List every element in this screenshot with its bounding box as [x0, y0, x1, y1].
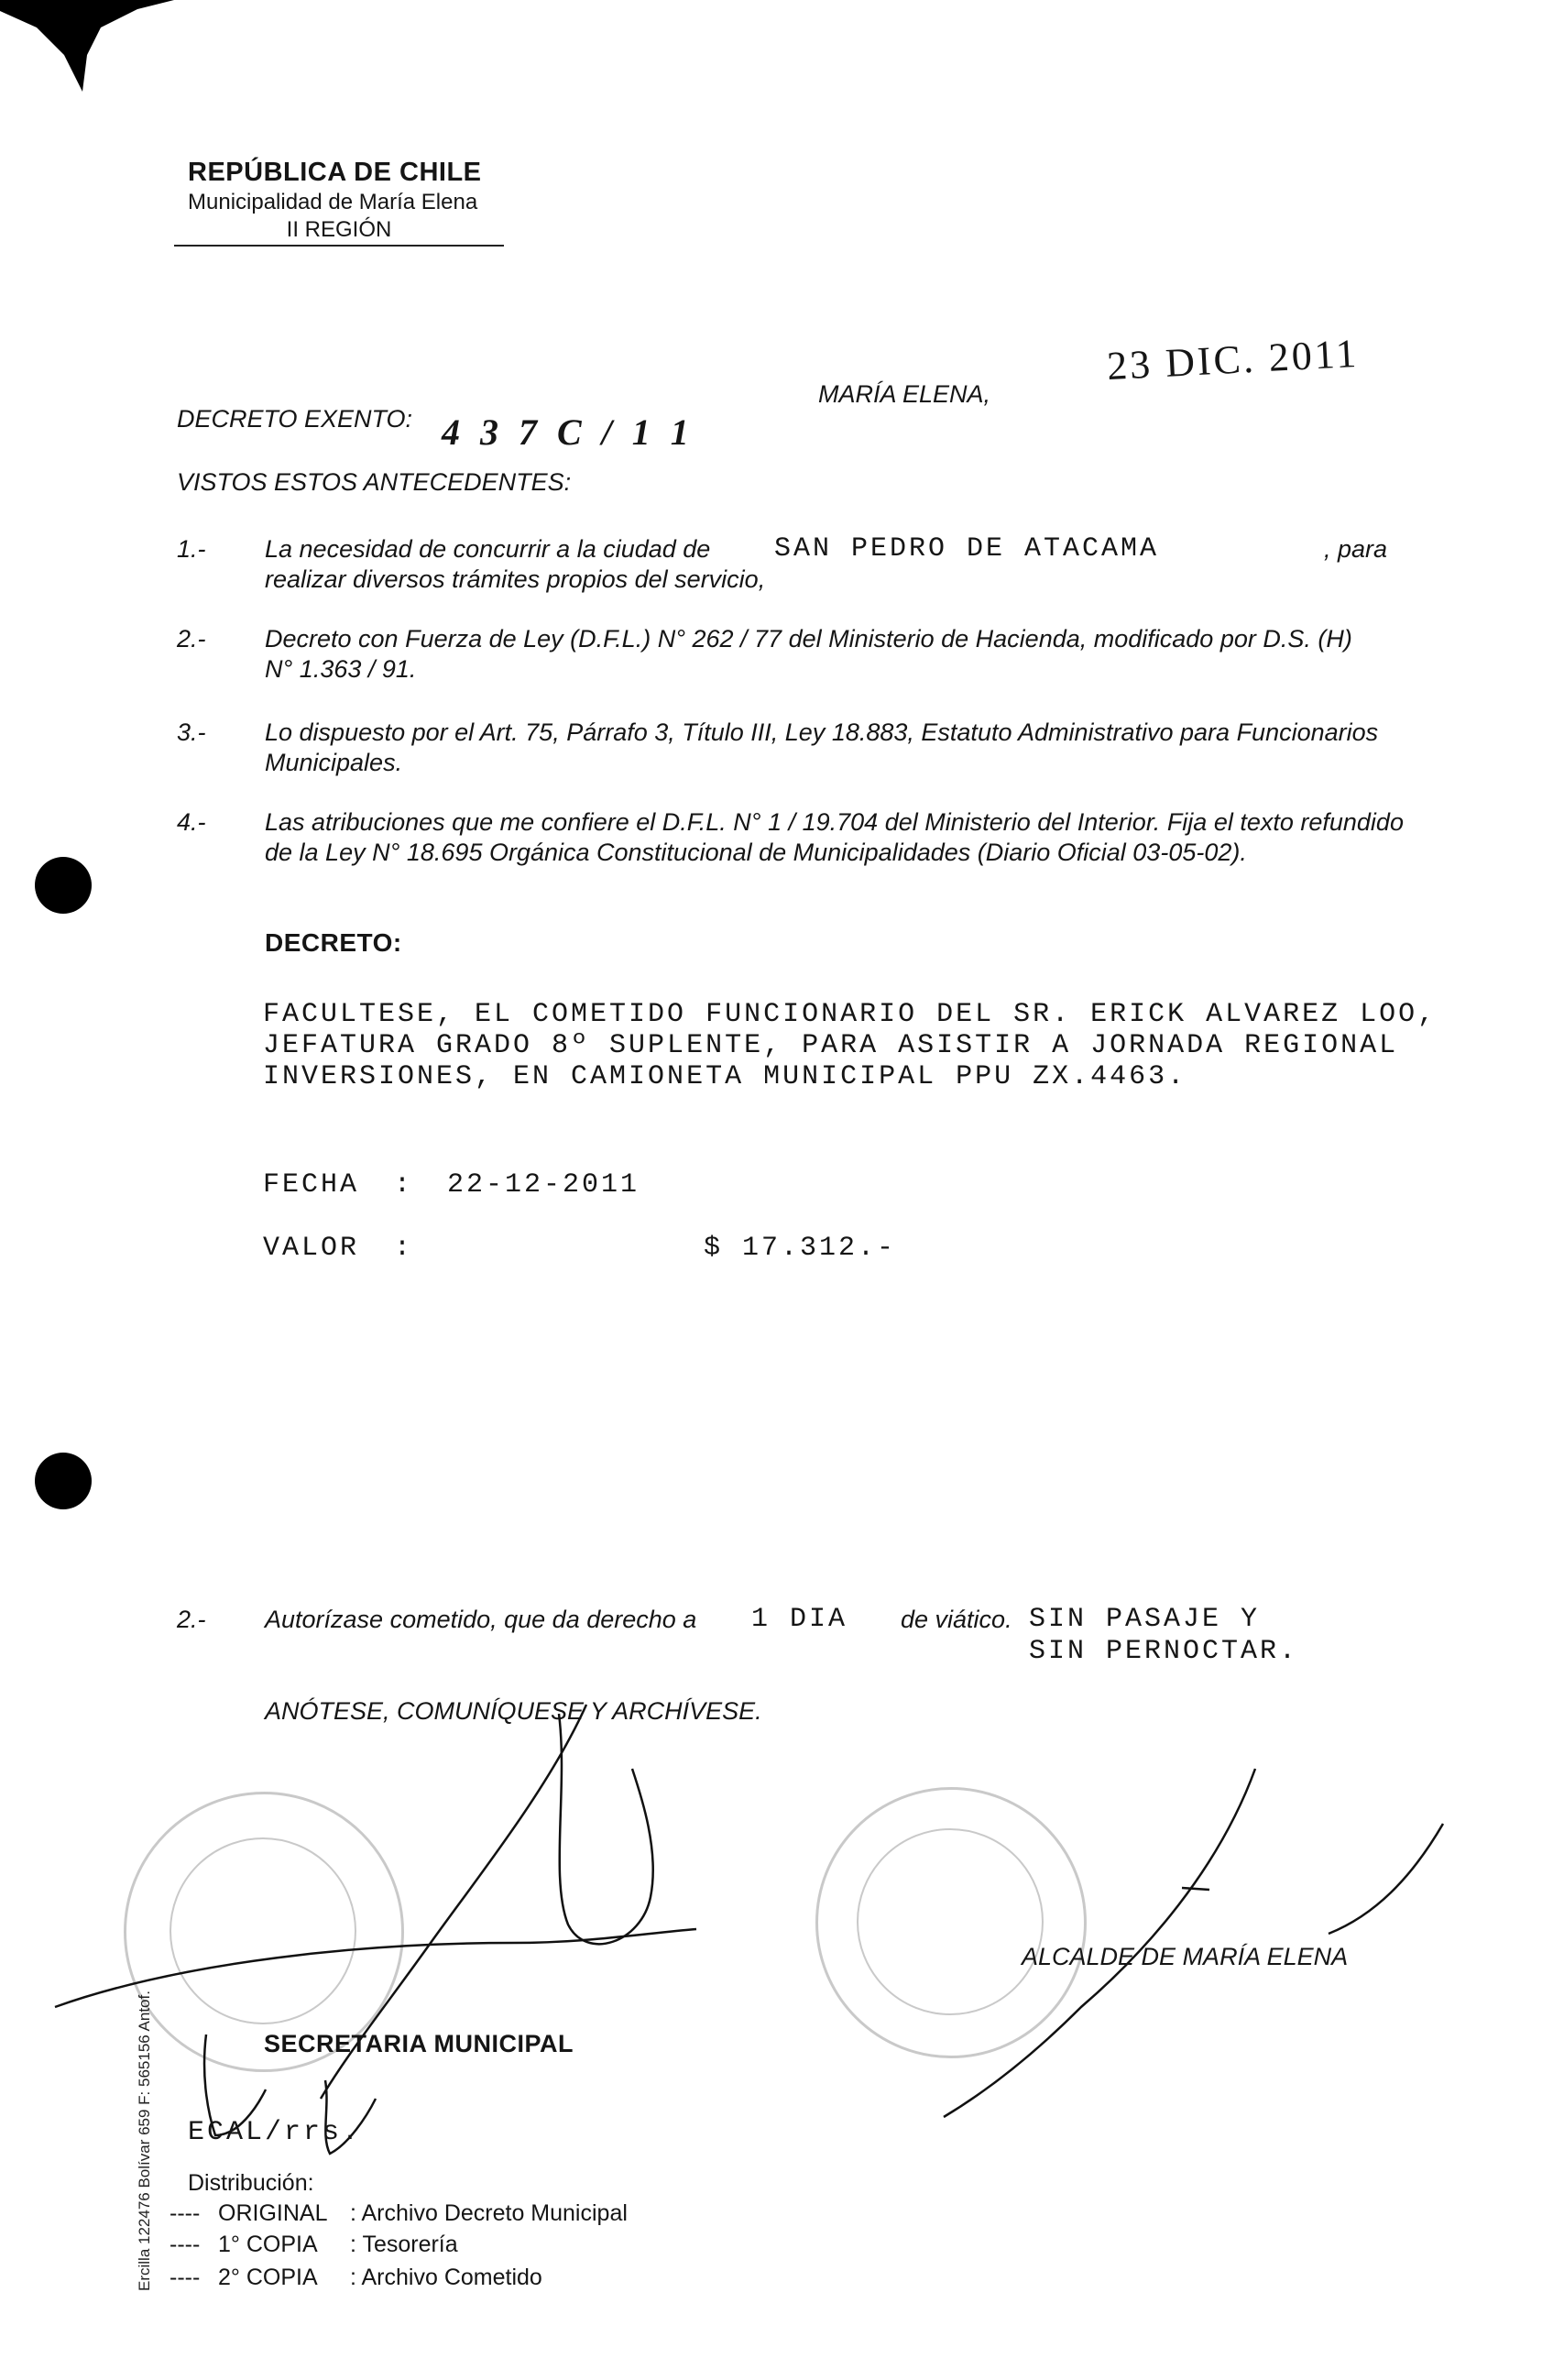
- item2-suffix: de viático.: [901, 1606, 1012, 1633]
- distribution-row-3-dash: ----: [170, 2265, 201, 2290]
- item2-text: Autorízase cometido, que da derecho a: [265, 1606, 697, 1633]
- decree-number: 4 3 7 C / 1 1: [442, 411, 694, 453]
- decreto-typed-line-1: FACULTESE, EL COMETIDO FUNCIONARIO DEL SR. ERICK ALVAREZ LOO,: [263, 999, 1438, 1030]
- vistos-item-3-num: 3.-: [177, 718, 206, 746]
- vistos-item-4-line1: Las atribuciones que me confiere el D.F.L. N° 1 / 19.704 del Ministerio del Interior. Fija el texto refundido: [265, 808, 1404, 836]
- distribution-row-1-copy: ORIGINAL: [218, 2200, 328, 2226]
- item2-typed-2: SIN PERNOCTAR.: [1029, 1636, 1299, 1667]
- vistos-item-4-num: 4.-: [177, 808, 206, 836]
- country-heading: REPÚBLICA DE CHILE: [188, 158, 482, 187]
- distribution-row-2-copy: 1° COPIA: [218, 2232, 318, 2257]
- distribution-row-1-dest: : Archivo Decreto Municipal: [350, 2200, 628, 2226]
- vistos-item-4-line2: de la Ley N° 18.695 Orgánica Constitucional de Municipalidades (Diario Oficial 03-05-02).: [265, 839, 1247, 866]
- vistos-item-2-num: 2.-: [177, 625, 206, 653]
- municipality-name: Municipalidad de María Elena: [188, 190, 478, 214]
- distribution-row-1-dash: ----: [170, 2200, 201, 2226]
- secretaria-title: SECRETARIA MUNICIPAL: [264, 2030, 574, 2057]
- vistos-item-3-line2: Municipales.: [265, 749, 403, 776]
- vistos-item-1-suffix: , para: [1324, 535, 1388, 563]
- distribution-row-2-dest: : Tesorería: [350, 2232, 458, 2257]
- author-initials: ECAL/rrs.: [188, 2117, 362, 2148]
- valor-label: VALOR: [263, 1233, 360, 1264]
- decree-date-stamp: 23 DIC. 2011: [1105, 330, 1361, 389]
- printer-margin-text: Ercilla 122476 Bolívar 659 F: 565156 Antof.: [136, 1991, 153, 2291]
- distribution-row-3-dest: : Archivo Cometido: [350, 2265, 542, 2290]
- fecha-label: FECHA: [263, 1169, 360, 1201]
- closing-formula: ANÓTESE, COMUNÍQUESE Y ARCHÍVESE.: [265, 1697, 762, 1725]
- vistos-item-3-line1: Lo dispuesto por el Art. 75, Párrafo 3, Título III, Ley 18.883, Estatuto Administrativo para Funcionarios: [265, 718, 1379, 746]
- distribution-row-2-dash: ----: [170, 2232, 201, 2257]
- alcalde-title: ALCALDE DE MARÍA ELENA: [1022, 1943, 1349, 1970]
- vistos-item-1-line2: realizar diversos trámites propios del servicio,: [265, 565, 766, 593]
- decree-place: MARÍA ELENA,: [818, 380, 991, 408]
- valor-value: $ 17.312.-: [704, 1233, 897, 1264]
- decreto-typed-line-2: JEFATURA GRADO 8º SUPLENTE, PARA ASISTIR A JORNADA REGIONAL: [263, 1030, 1399, 1061]
- vistos-item-2-line1: Decreto con Fuerza de Ley (D.F.L.) N° 262 / 77 del Ministerio de Hacienda, modificado por D.S. (H): [265, 625, 1352, 653]
- item2-num: 2.-: [177, 1606, 206, 1633]
- vistos-title: VISTOS ESTOS ANTECEDENTES:: [177, 468, 572, 496]
- vistos-item-2-line2: N° 1.363 / 91.: [265, 655, 417, 683]
- decreto-title: DECRETO:: [265, 928, 402, 957]
- vistos-item-1-destination: SAN PEDRO DE ATACAMA: [774, 533, 1160, 565]
- decreto-typed-line-3: INVERSIONES, EN CAMIONETA MUNICIPAL PPU ZX.4463.: [263, 1061, 1187, 1092]
- vistos-item-1-num: 1.-: [177, 535, 206, 563]
- vistos-item-1-text: La necesidad de concurrir a la ciudad de: [265, 535, 711, 563]
- decree-label: DECRETO EXENTO:: [177, 405, 413, 433]
- fecha-value: 22-12-2011: [447, 1169, 640, 1201]
- fecha-colon: :: [394, 1169, 414, 1201]
- distribution-row-3-copy: 2° COPIA: [218, 2265, 318, 2290]
- region-name: II REGIÓN: [174, 217, 504, 247]
- item2-typed-1: SIN PASAJE Y: [1029, 1604, 1261, 1635]
- valor-colon: :: [394, 1233, 414, 1264]
- item2-days: 1 DIA: [751, 1604, 848, 1635]
- distribution-title: Distribución:: [188, 2170, 314, 2196]
